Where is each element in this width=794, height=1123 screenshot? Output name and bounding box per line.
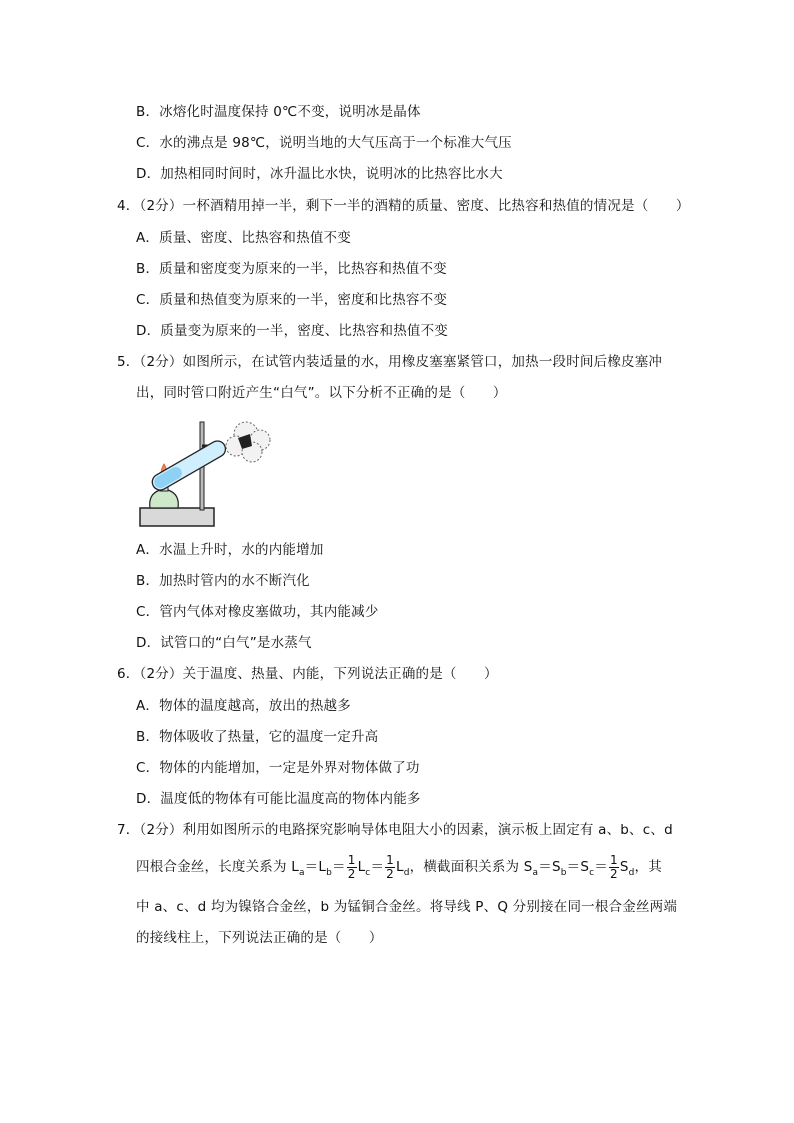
- q4-option-d: D．质量变为原来的一半，密度、比热容和热值不变: [136, 323, 448, 339]
- stand-base: [140, 508, 214, 526]
- q5-stem-line1: 5．（2分）如图所示，在试管内装适量的水，用橡皮塞塞紧管口，加热一段时间后橡皮塞冲: [117, 354, 663, 370]
- alcohol-lamp: [150, 490, 179, 508]
- q3-option-d: D．加热相同时间时，冰升温比水快，说明冰的比热容比水大: [136, 166, 503, 182]
- fraction-one-half: $\frac{1}{2}$: [610, 852, 618, 881]
- q7-stem-line4: 的接线柱上，下列说法正确的是（ ）: [136, 930, 383, 946]
- q6-option-c: C．物体的内能增加，一定是外界对物体做了功: [136, 760, 420, 776]
- q3-option-c: C．水的沸点是 98℃，说明当地的大气压高于一个标准大气压: [136, 135, 512, 151]
- q4-option-c: C．质量和热值变为原来的一半，密度和比热容不变: [136, 292, 448, 308]
- q5-option-d: D．试管口的“白气”是水蒸气: [136, 635, 312, 651]
- q5-option-a: A．水温上升时，水的内能增加: [136, 542, 324, 558]
- q4-option-a: A．质量、密度、比热容和热值不变: [136, 230, 351, 246]
- q5-option-b: B．加热时管内的水不断汽化: [136, 573, 310, 589]
- q6-option-b: B．物体吸收了热量，它的温度一定升高: [136, 729, 379, 745]
- q5-option-c: C．管内气体对橡皮塞做功，其内能减少: [136, 604, 379, 620]
- q6-stem: 6．（2分）关于温度、热量、内能，下列说法正确的是（ ）: [117, 666, 498, 682]
- q5-stem-line2: 出，同时管口附近产生“白气”。以下分析不正确的是（ ）: [136, 385, 507, 401]
- fraction-one-half: $\frac{1}{2}$: [347, 852, 356, 881]
- q6-option-d: D．温度低的物体有可能比温度高的物体内能多: [136, 791, 421, 807]
- test-tube-apparatus-figure: [138, 416, 278, 534]
- fraction-one-half: $\frac{1}{2}$: [386, 852, 394, 881]
- q4-option-b: B．质量和密度变为原来的一半，比热容和热值不变: [136, 261, 447, 277]
- q7-stem-line2: 四根合金丝，长度关系为 $L_a=L_b=$ $\frac{1}{2}$ $L_c=$ $\frac{1}{2}$ $L_d$，横截面积关系为 $S_a=S_b=S_c=$ $\frac{1}{2}$ $S_d$，其: [136, 852, 662, 881]
- q6-option-a: A．物体的温度越高，放出的热越多: [136, 698, 351, 714]
- q7-stem-line3: 中 a、c、d 均为镍铬合金丝，b 为锰铜合金丝。将导线 P、Q 分别接在同一根合金丝两端: [136, 899, 678, 915]
- q3-option-b: B．冰熔化时温度保持 0℃不变，说明冰是晶体: [136, 104, 421, 120]
- q4-stem: 4．（2分）一杯酒精用掉一半，剩下一半的酒精的质量、密度、比热容和热值的情况是（ ）: [117, 198, 690, 214]
- q7-stem-line1: 7．（2分）利用如图所示的电路探究影响导体电阻大小的因素，演示板上固定有 a、b、c、d: [117, 822, 673, 838]
